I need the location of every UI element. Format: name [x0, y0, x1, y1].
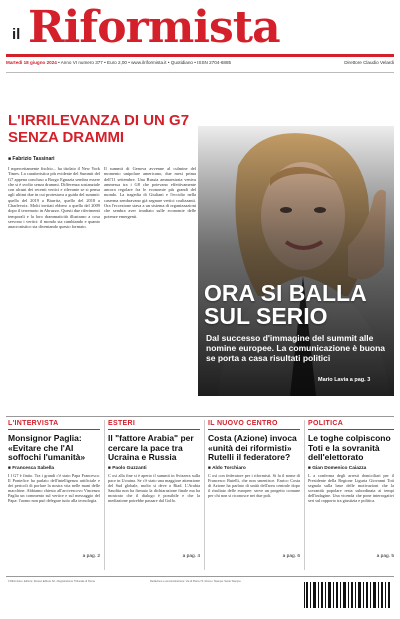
masthead-logo[interactable] — [8, 2, 394, 53]
issue-info: • Anno VI numero 377 • Euro 2,00 • www.ilriformista.it • Quotidiano • ISSN 2704-6885 — [58, 60, 232, 65]
section-body: C osì alla fine si è aperto il summit in Svizzera sulla pace in Ucraina. Se c'è stato una maggiore attenzione del Sud globale, molto si deve a Riad. L'Arabia Saudita non ha firmato la dichiarazione finale ma ha mostrato che il dialogo è possibile e che la mediazione potrebbe passare dal Golfo. — [108, 472, 200, 504]
lead-author: Fabrizio Tassinari — [12, 156, 55, 162]
section-nuovo-centro[interactable] — [208, 420, 300, 559]
masthead-dateline — [6, 60, 394, 70]
section-title[interactable]: Le toghe colpiscono Toti e la sovranità dell'elettorato — [308, 433, 391, 463]
section-divider — [6, 416, 394, 417]
masthead-name: Riformista — [28, 2, 280, 53]
section-label: L'INTERVISTA — [8, 420, 100, 430]
lead-headline[interactable]: L'IRRILEVANZA DI UN G7 SENZA DRAMMI — [8, 112, 190, 146]
section-esteri[interactable] — [108, 420, 200, 559]
column-rule — [304, 420, 305, 570]
feature-title[interactable]: ORA SI BALLA SUL SERIO — [204, 280, 366, 329]
masthead-divider — [6, 72, 394, 73]
issue-date: Martedì 18 giugno 2024 — [6, 60, 57, 65]
column-rule — [204, 420, 205, 570]
section-author: ■ Francesca Sabella — [8, 465, 55, 471]
section-title[interactable]: Monsignor Paglia: «Evitare che l'AI soffochi l'umanità» — [8, 433, 86, 463]
section-politica[interactable] — [308, 420, 394, 559]
director-credit: Direttore Claudio Velardi — [344, 60, 394, 65]
section-author: ■ Aldo Torchiaro — [208, 465, 246, 471]
section-page-ref[interactable]: a pag. 2 — [82, 553, 100, 559]
masthead-prefix: il — [12, 26, 21, 43]
footer-center-info: Redazione e amministrazione: Via di Pietra 70, Roma • Stampa: Sesto Stampa — [150, 580, 241, 583]
section-page-ref[interactable]: a pag. 6 — [282, 553, 300, 559]
section-author: ■ Paolo Guzzanti — [108, 465, 147, 471]
section-page-ref[interactable]: a pag. 4 — [182, 553, 200, 559]
lead-column-1: I mpercettamente fischio... ha titolato il New York Times. La caratteristica più evidente del Summit del G7 appena concluso a Borgo Egnazia sembra essere che si è svolto senza drammi. Differenza sostanziale con alcuni dei recenti vertici e rilevante se si pensa agli ultimi due in cui protestava a guida del summit: quello del 2019 a Biarritz, quello del 2018 a Charlevoix. Molti invitati ebbero a quella del 2009 dopo il terremoto in Abruzzo. Questi due riferimenti temporali e la loro drammaticità illustrano a cosa servono i vertici: il mondo sta cambiando e quanto anacronistico sta diventando questo formato. — [8, 166, 100, 230]
lead-columns — [8, 166, 196, 410]
lead-column-2: Il summit di Genova avvenne al culmine del momento unipolare americano, due mesi prima dell'11 settembre. Una Russia ammaestrata veniva ammessa tra i G8 che potevano effettivamente ancora regolare fra le economie più grandi del mondo. La tragedia di Giuliani e l'eccidio nella caserma sembravano già segnare vertici coalizzanti. Ora l'eccezione stava a un sistema di organizzazioni che sembra aver irradiato sulle economie delle potenze emergenti. — [104, 166, 196, 219]
section-body: C osì con federatore per i riformisti. Si fa il nome di Francesco Rutelli, che non smentisce. Enrico Costa di Azione ha parlato di unità dell'area centrale dopo il risultato delle europee: serve un progetto comune per chi non si riconosce nei due poli. — [208, 472, 300, 499]
section-label: ESTERI — [108, 420, 200, 430]
column-rule — [104, 420, 105, 570]
section-label: IL NUOVO CENTRO — [208, 420, 300, 430]
barcode-image — [300, 580, 394, 614]
section-label: POLITICA — [308, 420, 394, 430]
footer-rule — [6, 576, 394, 577]
feature-author: Mario Lavia a pag. 3 — [318, 377, 371, 383]
section-author: ■ Gian Domenico Caiazza — [308, 465, 367, 471]
section-body: L a conferma degli arresti domiciliari per il Presidente della Regione Liguria Giovanni Toti segnala sulla base delle motivazioni che la sovranità popolare resta subordinata ai tempi dell'indagine. Una vicenda che pone interrogativi seri sul rapporto tra giustizia e politica. — [308, 472, 394, 504]
section-body: I l G7 è finito. Tra i grandi c'è stato Papa Francesco. Il Pontefice ha parlato dell'intelligenza artificiale e dei pericoli di porlare la nostra vita nelle mani delle macchine. Abbiamo chiesto all'arcivescovo Vincenzo Paglia un commento sul vertice e sul messaggio del Papa: l'uomo non può delegare tutto alla tecnologia. — [8, 472, 100, 504]
feature-subtitle: Dal successo d'immagine del summit alle nomine europee. La comunicazione è buona se porta a casa risultati politici — [206, 333, 386, 363]
masthead-rule — [6, 54, 394, 57]
section-title[interactable]: Costa (Azione) invoca «unità dei riformisti» Rutelli il federatore? — [208, 433, 297, 463]
section-interview[interactable] — [8, 420, 100, 559]
section-page-ref[interactable]: a pag. 5 — [376, 553, 394, 559]
footer-left-info: Il Riformista • Editore: Romeo Editore Srl • Registrazione Tribunale di Roma — [8, 580, 95, 583]
lead-byline: ■ Fabrizio Tassinari — [8, 156, 55, 162]
section-title[interactable]: Il "fattore Arabia" per cercare la pace tra Ucraina e Russia — [108, 433, 194, 463]
